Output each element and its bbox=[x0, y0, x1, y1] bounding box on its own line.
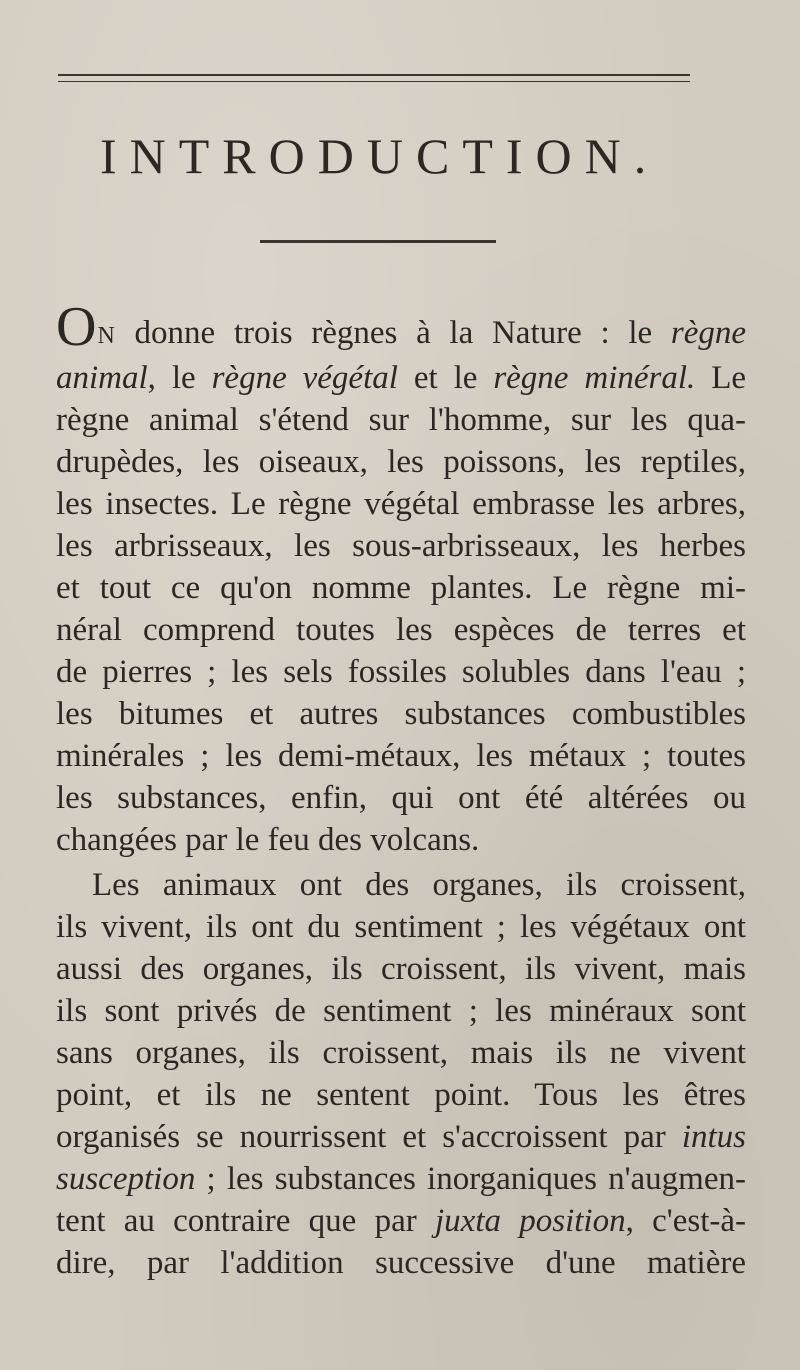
text-line: minérales ; les demi-métaux, les métaux ; toutes bbox=[56, 738, 746, 774]
text-line: les bitumes et autres substances combustibles bbox=[56, 696, 746, 732]
text-line: drupèdes, les oiseaux, les poissons, les reptiles, bbox=[56, 444, 746, 480]
text-line: changées par le feu des volcans. bbox=[56, 822, 480, 858]
paragraph-1 bbox=[56, 296, 747, 861]
text-line: point, et ils ne sentent point. Tous les êtres bbox=[56, 1077, 746, 1113]
text-line: et tout ce qu'on nomme plantes. Le règne mi- bbox=[56, 570, 746, 606]
text-line: de pierres ; les sels fossiles solubles dans l'eau ; bbox=[56, 654, 746, 690]
text-line: ON donne trois règnes à la Nature : le règne bbox=[56, 296, 746, 358]
text-line: dire, par l'addition successive d'une matière bbox=[56, 1245, 746, 1281]
drop-cap: O bbox=[56, 296, 98, 358]
text-line: sans organes, ils croissent, mais ils ne vivent bbox=[56, 1035, 746, 1071]
text-line: aussi des organes, ils croissent, ils vivent, mais bbox=[56, 951, 746, 987]
text-line: organisés se nourrissent et s'accroissent par intus bbox=[56, 1119, 746, 1155]
text-line: ils sont privés de sentiment ; les minéraux sont bbox=[56, 993, 746, 1029]
text-line: les substances, enfin, qui ont été altérées ou bbox=[56, 780, 746, 816]
text-line: règne animal s'étend sur l'homme, sur les qua- bbox=[56, 402, 746, 438]
text-line: Les animaux ont des organes, ils croissent, bbox=[92, 867, 746, 903]
text-line: animal, le règne végétal et le règne minéral. Le bbox=[56, 360, 747, 396]
text-line: les arbrisseaux, les sous-arbrisseaux, les herbes bbox=[56, 528, 746, 564]
text-line: ils vivent, ils ont du sentiment ; les végétaux ont bbox=[56, 909, 746, 945]
text-line: néral comprend toutes les espèces de terres et bbox=[56, 612, 746, 648]
title-rule bbox=[260, 240, 496, 243]
paragraph-2 bbox=[56, 864, 746, 1284]
chapter-title: INTRODUCTION. bbox=[100, 128, 660, 184]
text-line: susception ; les substances inorganiques n'augmen- bbox=[56, 1161, 746, 1197]
header-rule bbox=[58, 74, 690, 82]
text-line: tent au contraire que par juxta position, c'est-à- bbox=[56, 1203, 746, 1239]
text-line: les insectes. Le règne végétal embrasse les arbres, bbox=[56, 486, 746, 522]
